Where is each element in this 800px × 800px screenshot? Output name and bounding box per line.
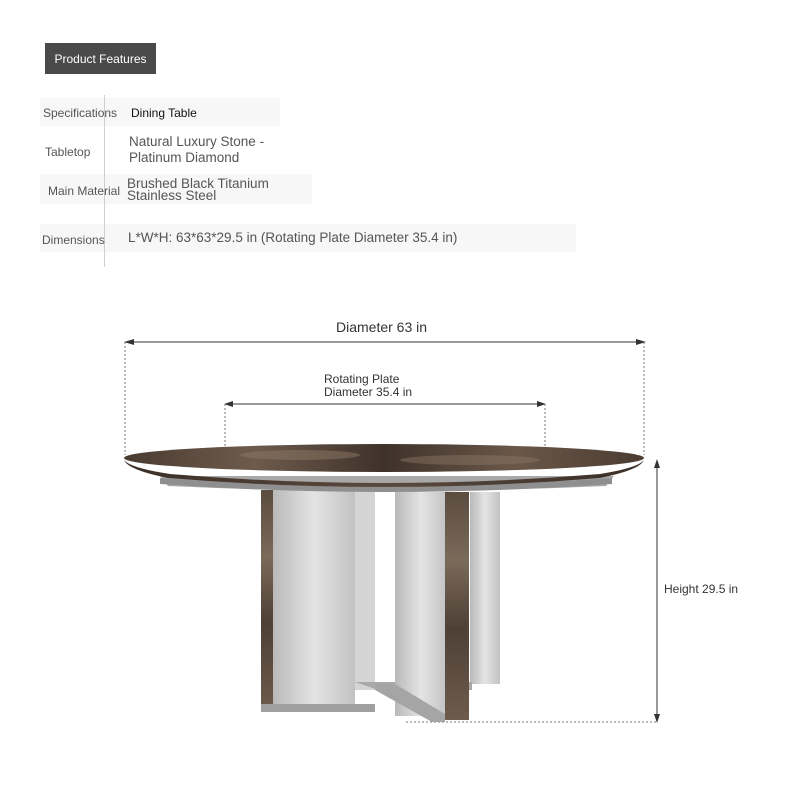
rotating-plate-label-line1: Rotating Plate bbox=[324, 372, 400, 386]
spec-value-tabletop-line1: Natural Luxury Stone - bbox=[129, 134, 265, 149]
spec-label-dimensions: Dimensions bbox=[42, 233, 105, 247]
diameter-label: Diameter 63 in bbox=[336, 319, 428, 335]
spec-label-tabletop: Tabletop bbox=[45, 145, 91, 159]
tabletop bbox=[124, 444, 644, 492]
spec-value-material-line1: Brushed Black Titanium bbox=[127, 176, 269, 191]
spec-label-main-material: Main Material bbox=[48, 184, 121, 198]
spec-value-dimensions: L*W*H: 63*63*29.5 in (Rotating Plate Diameter 35.4 in) bbox=[128, 230, 458, 245]
rotating-plate-label-line2: Diameter 35.4 in bbox=[324, 385, 413, 399]
rotating-plate-dimension bbox=[224, 401, 546, 447]
spec-value-material-line2: Stainless Steel bbox=[127, 188, 217, 203]
spec-value-specifications: Dining Table bbox=[131, 106, 197, 120]
product-features-header: Product Features bbox=[45, 43, 156, 74]
height-label: Height 29.5 in bbox=[664, 582, 739, 596]
spec-label-specifications: Specifications bbox=[43, 106, 118, 120]
table-base bbox=[261, 490, 500, 722]
spec-value-tabletop-line2: Platinum Diamond bbox=[129, 150, 240, 165]
